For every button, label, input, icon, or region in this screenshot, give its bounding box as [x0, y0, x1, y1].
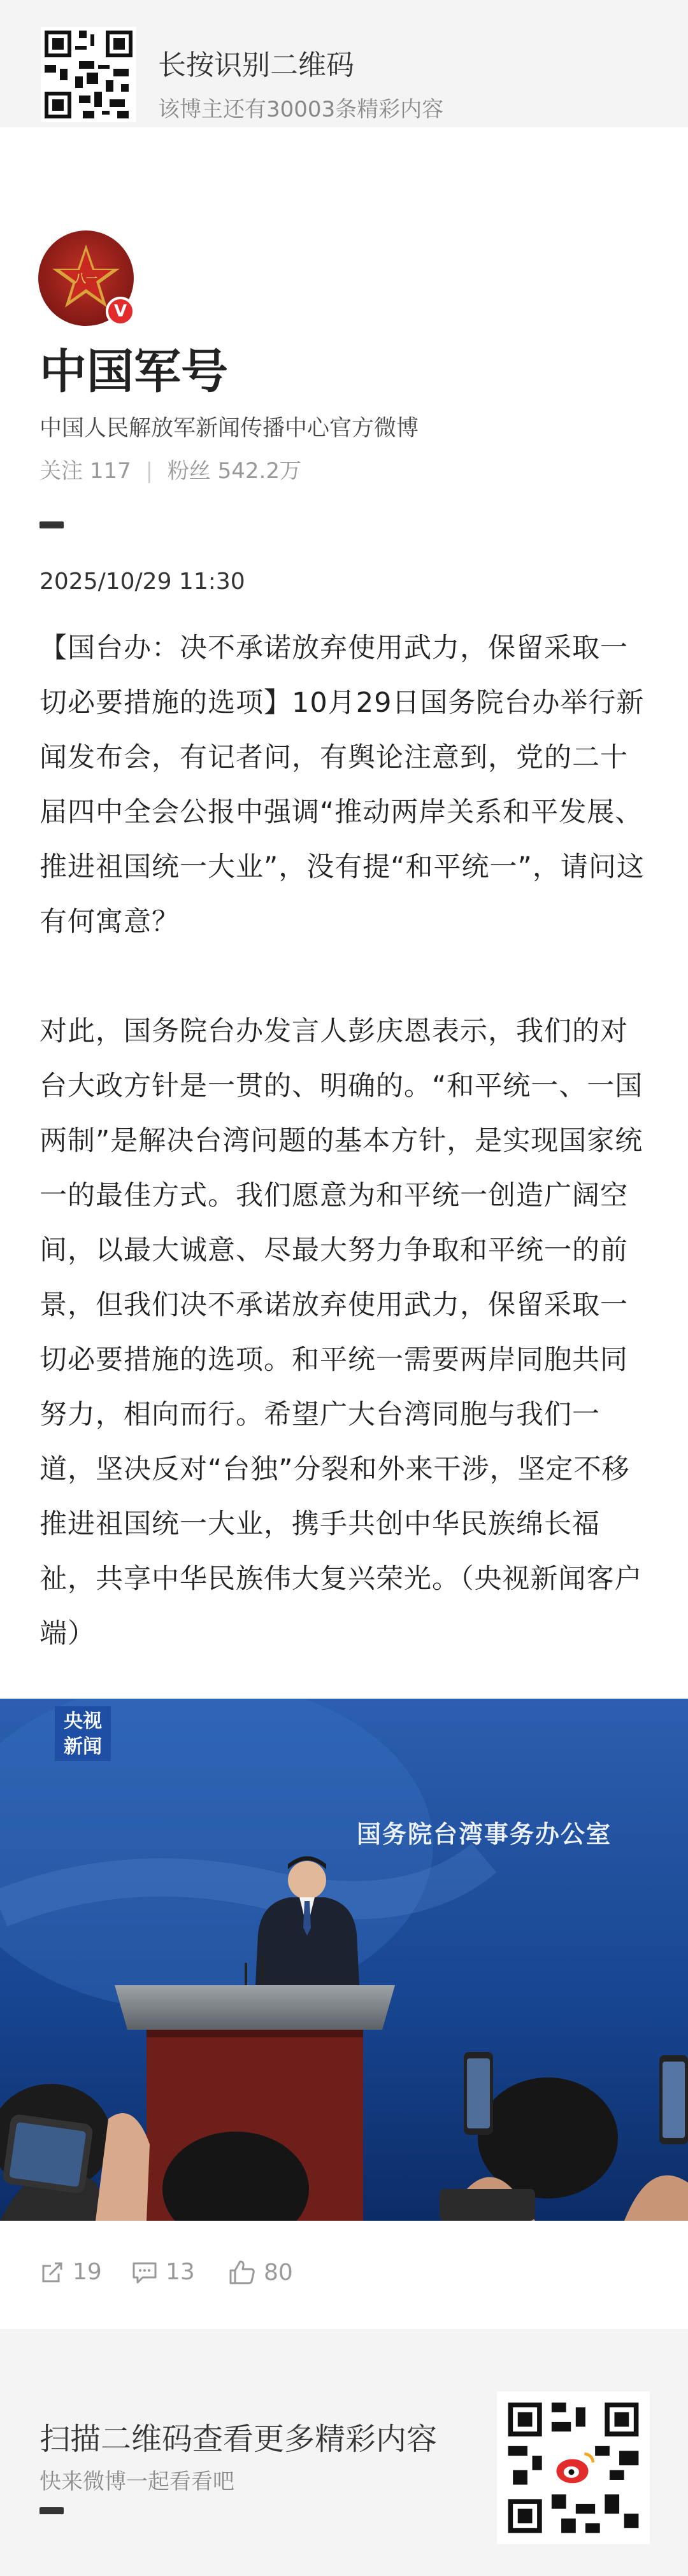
svg-text:八一: 八一	[75, 272, 97, 286]
followers-count[interactable]: 542.2万	[217, 458, 301, 484]
stats-divider: |	[145, 458, 153, 484]
post-datetime: 2025/10/29 11:30	[39, 569, 245, 595]
following-count[interactable]: 117	[89, 458, 131, 484]
like-count: 80	[264, 2259, 293, 2286]
account-stats	[39, 453, 301, 485]
share-button[interactable]	[39, 2259, 102, 2285]
share-icon	[39, 2260, 65, 2285]
share-count: 19	[73, 2259, 102, 2285]
comment-button[interactable]	[131, 2259, 195, 2285]
post-body	[39, 621, 651, 1661]
thumbs-up-icon	[228, 2259, 256, 2286]
post-image[interactable]	[0, 1699, 688, 2221]
verified-badge-icon: V	[106, 297, 135, 326]
account-name[interactable]: 中国军号	[39, 344, 228, 399]
logo-line-1: 央视	[64, 1710, 102, 1732]
post-paragraph: 【国台办：决不承诺放弃使用武力，保留采取一切必要措施的选项】10月29日国务院台办举行新闻发布会，有记者问，有舆论注意到，党的二十届四中全会公报中强调“推动两岸关系和平发展、推进祖国统一大业”，没有提“和平统一”，请问这有何寓意？	[39, 632, 645, 938]
like-button[interactable]	[228, 2259, 293, 2286]
post-paragraph: 对此，国务院台办发言人彭庆恩表示，我们的对台大政方针是一贯的、明确的。“和平统一、一国两制”是解决台湾问题的基本方针，是实现国家统一的最佳方式。我们愿意为和平统一创造广阔空间，以最大诚意、尽最大努力争取和平统一的前景，但我们决不承诺放弃使用武力，保留采取一切必要措施的选项。和平统一需要两岸同胞共同努力，相向而行。希望广大台湾同胞与我们一道，坚决反对“台独”分裂和外来干涉，坚定不移推进祖国统一大业，携手共创中华民族绵长福祉，共享中华民族伟大复兴荣光。（央视新闻客户端）	[39, 1016, 643, 1650]
following-label: 关注	[39, 458, 83, 484]
bottom-banner-subtitle: 快来微博一起看看吧	[39, 2469, 234, 2495]
comment-count: 13	[166, 2259, 195, 2285]
comment-icon	[131, 2260, 158, 2285]
cctv-news-logo	[55, 1706, 111, 1761]
followers-label: 粉丝	[167, 458, 211, 484]
account-description: 中国人民解放军新闻传播中心官方微博	[39, 416, 419, 441]
qr-code-icon[interactable]	[41, 27, 136, 122]
section-divider	[39, 521, 64, 528]
logo-line-2: 新闻	[64, 1736, 102, 1758]
top-banner-subtitle: 该博主还有30003条精彩内容	[158, 97, 444, 122]
bottom-banner-title: 扫描二维码查看更多精彩内容	[39, 2421, 438, 2457]
bottom-divider	[39, 2507, 64, 2514]
top-banner-title: 长按识别二维码	[158, 49, 354, 81]
image-wall-text: 国务院台湾事务办公室	[357, 1820, 612, 1848]
qr-code-icon[interactable]	[497, 2391, 650, 2544]
post-action-bar	[0, 2241, 688, 2305]
